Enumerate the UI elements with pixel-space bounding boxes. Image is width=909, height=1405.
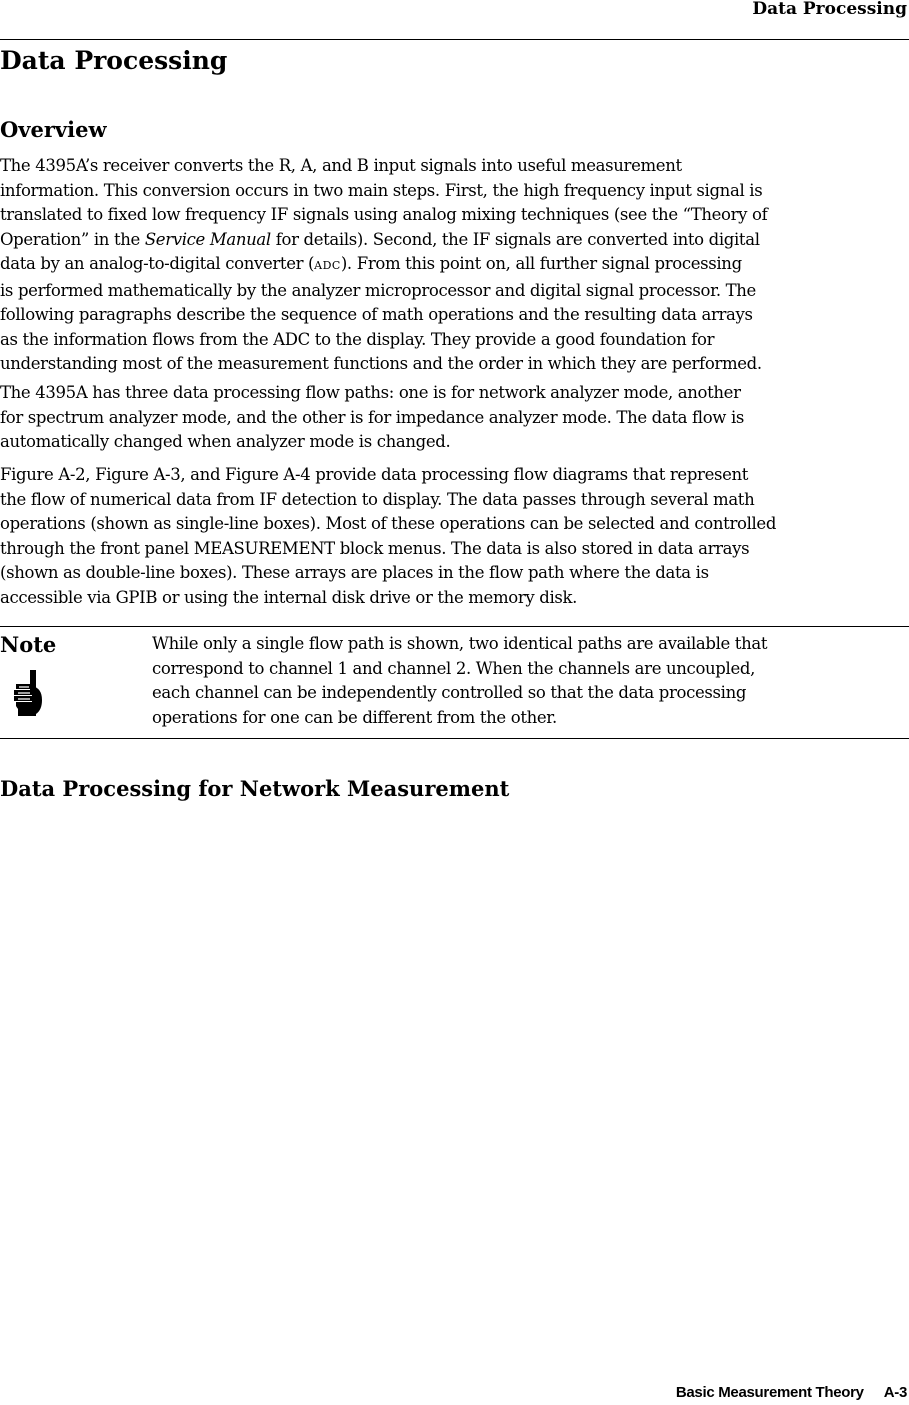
text-line: accessible via GPIB or using the internal disk drive or the memory disk.	[0, 587, 578, 607]
text-line	[0, 228, 909, 253]
text-line: each channel can be independently controlled so that the data processing	[152, 683, 747, 702]
note-body	[152, 632, 767, 730]
text-line: Figure A-2, Figure A-3, and Figure A-4 provide data processing flow diagrams that represent	[0, 465, 749, 484]
text-line: information. This conversion occurs in two main steps. First, the high frequency input signal is	[0, 180, 763, 200]
page-number: A-3	[883, 1384, 907, 1401]
overview-heading: Overview	[0, 117, 107, 142]
note-bottom-rule	[0, 738, 909, 739]
text-line: is performed mathematically by the analyzer microprocessor and digital signal processor. The	[0, 280, 756, 300]
overview-paragraph-1	[0, 154, 909, 377]
page-title: Data Processing	[0, 46, 228, 75]
text-fragment: Operation” in the	[0, 229, 145, 249]
text-line: operations for one can be different from the other.	[152, 707, 557, 727]
text-line: translated to fixed low frequency IF signals using analog mixing techniques (see the “Theory of	[0, 205, 768, 224]
text-line: operations (shown as single-line boxes). Most of these operations can be selected and controlled	[0, 514, 777, 533]
text-line: The 4395A has three data processing flow paths: one is for network analyzer mode, another	[0, 383, 741, 402]
text-line: understanding most of the measurement functions and the order in which they are performed.	[0, 354, 762, 373]
text-line	[0, 252, 909, 279]
text-line: the flow of numerical data from IF detection to display. The data passes through several math	[0, 489, 755, 509]
text-line: correspond to channel 1 and channel 2. When the channels are uncoupled,	[152, 658, 755, 678]
note-top-rule	[0, 626, 909, 627]
text-line: as the information flows from the ADC to the display. They provide a good foundation for	[0, 329, 715, 349]
text-fragment: data by an analog-to-digital converter (	[0, 254, 315, 273]
text-line: for spectrum analyzer mode, and the other is for impedance analyzer mode. The data flow is	[0, 407, 745, 427]
header-rule	[0, 39, 909, 40]
text-line: following paragraphs describe the sequence of math operations and the resulting data arrays	[0, 305, 753, 324]
text-line: While only a single flow path is shown, two identical paths are available that	[152, 634, 768, 653]
text-fragment: ). From this point on, all further signal processing	[340, 254, 742, 273]
footer-section-title: Basic Measurement Theory	[675, 1384, 864, 1401]
service-manual-title: Service Manual	[144, 229, 271, 249]
pointing-hand-icon	[10, 668, 46, 718]
text-line: (shown as double-line boxes). These arrays are places in the flow path where the data is	[0, 563, 709, 582]
text-line: automatically changed when analyzer mode is changed.	[0, 432, 451, 451]
network-measurement-heading: Data Processing for Network Measurement	[0, 776, 510, 801]
running-header: Data Processing	[752, 0, 907, 19]
overview-paragraph-2	[0, 381, 909, 455]
adc-abbreviation: ADC	[314, 259, 341, 272]
page-footer	[676, 1384, 907, 1402]
text-line: through the front panel MEASUREMENT block menus. The data is also stored in data arrays	[0, 538, 750, 558]
text-fragment: for details). Second, the IF signals are converted into digital	[270, 229, 760, 249]
text-line: The 4395A’s receiver converts the R, A, and B input signals into useful measurement	[0, 156, 682, 175]
note-label: Note	[0, 632, 57, 657]
overview-paragraph-3	[0, 463, 909, 610]
